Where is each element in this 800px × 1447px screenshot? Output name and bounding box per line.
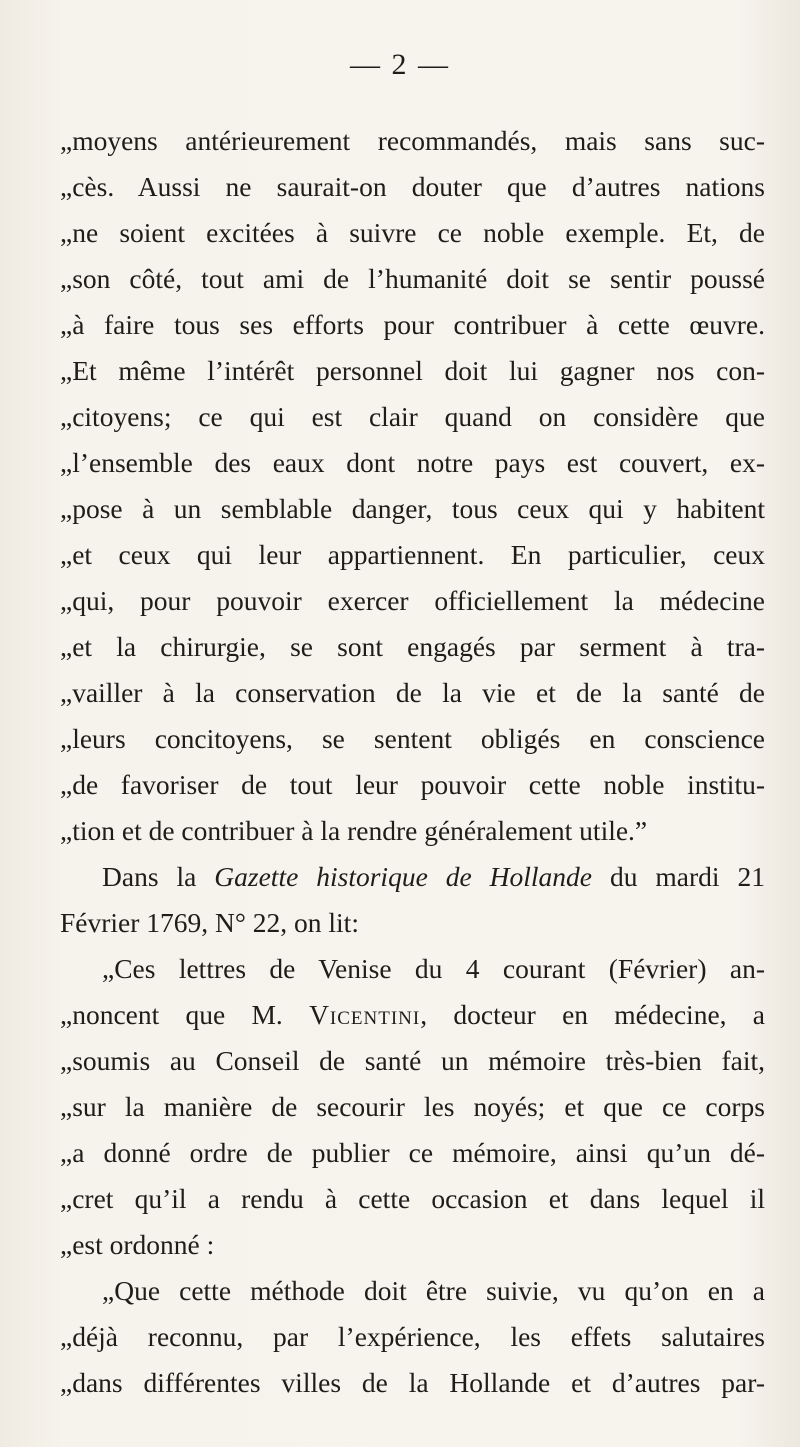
text-line: „pose à un semblable danger, tous ceux qui y habitent	[60, 493, 765, 524]
text-line: „cret qu’il a rendu à cette occasion et dans lequel il	[60, 1183, 765, 1214]
text-line: „de favoriser de tout leur pouvoir cette noble institu-	[60, 769, 765, 800]
gazette-title: Gazette historique de Hollande	[214, 861, 592, 892]
text-line: „sur la manière de secourir les noyés; et que ce corps	[60, 1091, 765, 1122]
text-line: „à faire tous ses efforts pour contribuer à cette œuvre.	[60, 309, 765, 340]
text-line: „et la chirurgie, se sont engagés par serment à tra-	[60, 631, 765, 662]
page-number: — 2 —	[350, 48, 450, 81]
text-line: „cès. Aussi ne saurait-on douter que d’autres nations	[60, 171, 765, 202]
text-line: „tion et de contribuer à la rendre généralement utile.”	[60, 815, 648, 846]
quote2-first-line: „Que cette méthode doit être suivie, vu qu’on en a	[102, 1275, 765, 1306]
vicentini-line-before: „noncent que M.	[60, 999, 310, 1030]
text-line: „dans différentes villes de la Hollande et d’autres par-	[60, 1367, 765, 1398]
text-line: „qui, pour pouvoir exercer officiellement la médecine	[60, 585, 765, 616]
gazette-line-after: du mardi 21	[591, 861, 765, 892]
text-line: „son côté, tout ami de l’humanité doit se sentir poussé	[60, 263, 765, 294]
quote-first-line: „Ces lettres de Venise du 4 courant (Février) an-	[102, 953, 765, 984]
text-line: „a donné ordre de publier ce mémoire, ainsi qu’un dé-	[60, 1137, 765, 1168]
text-line: „l’ensemble des eaux dont notre pays est couvert, ex-	[60, 447, 765, 478]
text-line: „soumis au Conseil de santé un mémoire très-bien fait,	[60, 1045, 765, 1076]
vicentini-line	[60, 992, 765, 1038]
text-line: „Et même l’intérêt personnel doit lui gagner nos con-	[60, 355, 765, 386]
text-line: „ne soient excitées à suivre ce noble exemple. Et, de	[60, 217, 765, 248]
date-line: Février 1769, N° 22, on lit:	[60, 907, 359, 938]
text-line: „vailler à la conservation de la vie et de la santé de	[60, 677, 765, 708]
body-text	[60, 118, 765, 1406]
text-line: „déjà reconnu, par l’expérience, les effets salutaires	[60, 1321, 765, 1352]
person-name: Vicentini	[309, 999, 421, 1030]
gazette-line	[60, 854, 765, 900]
vicentini-line-after: , docteur en médecine, a	[420, 999, 765, 1030]
text-line: „et ceux qui leur appartiennent. En particulier, ceux	[60, 539, 765, 570]
text-line: „est ordonné :	[60, 1229, 215, 1260]
text-line: „moyens antérieurement recommandés, mais sans suc-	[60, 125, 765, 156]
text-line: „citoyens; ce qui est clair quand on considère que	[60, 401, 765, 432]
gazette-line-before: Dans la	[102, 861, 215, 892]
text-line: „leurs concitoyens, se sentent obligés en conscience	[60, 723, 765, 754]
